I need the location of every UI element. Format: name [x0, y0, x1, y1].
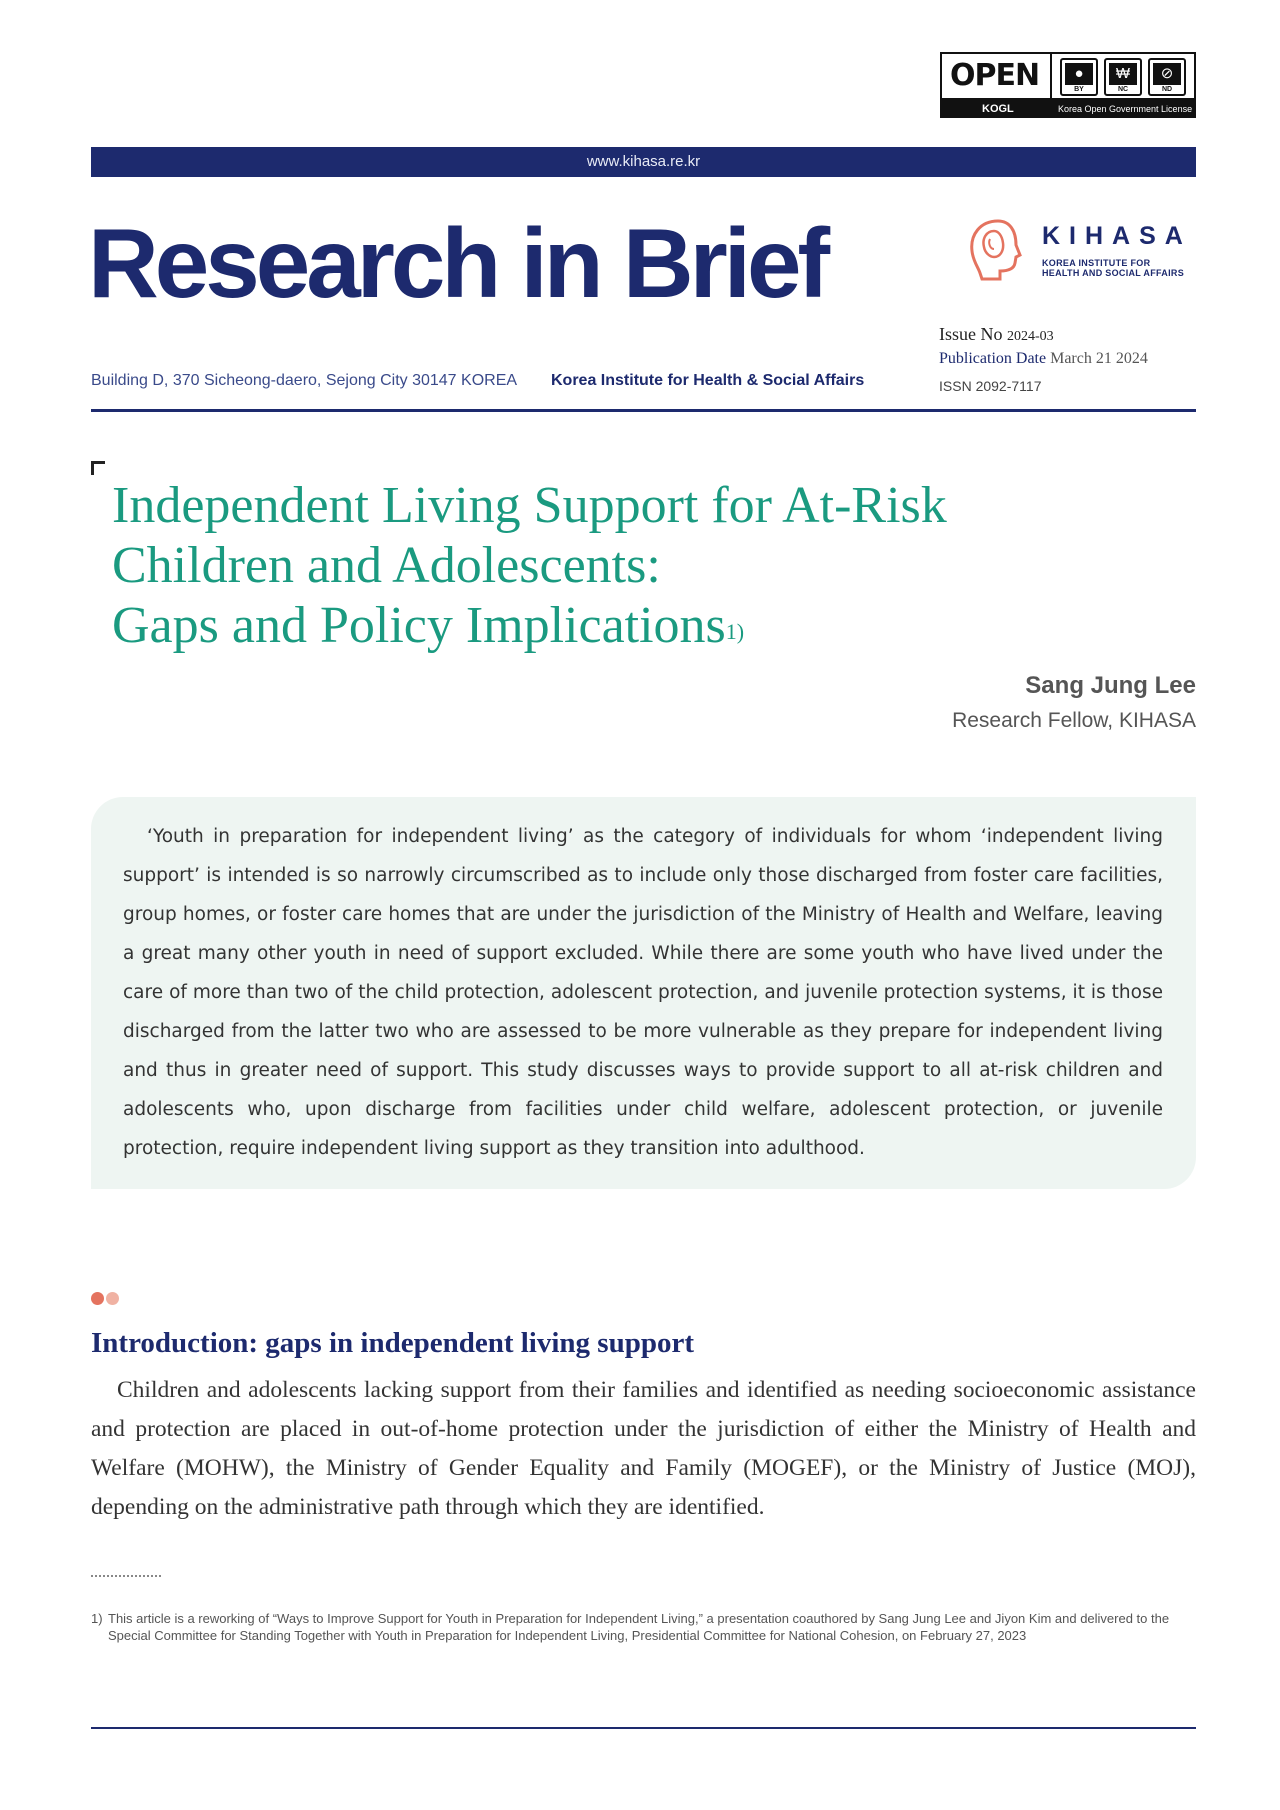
- section-dot-light-icon: [106, 1292, 119, 1305]
- author-title: Research Fellow, KIHASA: [952, 709, 1196, 732]
- issue-number: [939, 324, 1054, 345]
- footnote-number: 1): [91, 1611, 103, 1626]
- masthead-title: Research in Brief: [88, 208, 827, 318]
- footnote-separator: [91, 1575, 161, 1577]
- kogl-label: KOGL: [982, 103, 1014, 115]
- title-line-1: Independent Living Support for At-Risk: [112, 477, 947, 534]
- section-dot-icon: [91, 1292, 104, 1305]
- nd-icon: ⊘ ND: [1148, 58, 1186, 96]
- section-body: Children and adolescents lacking support from their families and identified as needing socioeconomic assistance and protection are placed in out-of-home protection under the jurisdiction of either the Ministry of Health and Welfare (MOHW), the Ministry of Gender Equality and Family (MOGEF), or the Ministry of Justice (MOJ), depending on the administrative path through which they are identified.: [91, 1377, 1196, 1520]
- address: Building D, 370 Sicheong-daero, Sejong City 30147 KOREA: [91, 372, 518, 389]
- nc-icon: ₩ NC: [1104, 58, 1142, 96]
- section-heading: Introduction: gaps in independent living support: [91, 1327, 694, 1359]
- pubdate-value: March 21 2024: [1050, 350, 1148, 367]
- issue-value: 2024-03: [1007, 329, 1054, 344]
- kogl-full-label: Korea Open Government License: [1058, 104, 1193, 114]
- header-rule: [91, 409, 1196, 412]
- institute-name: Korea Institute for Health & Social Affairs: [551, 372, 865, 389]
- nd-label: ND: [1161, 86, 1173, 93]
- nc-label: NC: [1117, 86, 1129, 93]
- kihasa-wordmark: KIHASA: [1042, 222, 1192, 250]
- title-line-2: Children and Adolescents:: [112, 537, 661, 594]
- website-link[interactable]: www.kihasa.re.kr: [586, 153, 701, 170]
- publication-date: [939, 350, 1148, 368]
- issn: ISSN 2092-7117: [939, 378, 1042, 394]
- kihasa-subtitle-line2: HEALTH AND SOCIAL AFFAIRS: [1042, 268, 1184, 278]
- kihasa-subtitle-line1: KOREA INSTITUTE FOR: [1042, 258, 1151, 268]
- summary-text: ‘Youth in preparation for independent living’ as the category of individuals for whom ‘independent living support’ is intended is so narrowly circumscribed as to include only those discharged from foster care facilities, group homes, or foster care homes that are under the jurisdiction of the Ministry of Health and Welfare, leaving a great many other youth in need of support excluded. While there are some youth who have lived under the care of more than two of the child protection, adolescent protection, and juvenile protection systems, it is those discharged from the latter two who are assessed to be more vulnerable as they prepare for independent living and thus in greater need of support. This study discusses ways to provide support to all at-risk children and adolescents who, upon discharge from facilities under child welfare, adolescent protection, or juvenile protection, require independent living support as they transition into adulthood.: [123, 826, 1163, 1159]
- by-icon: ● BY: [1060, 58, 1098, 96]
- kogl-license-badge: [940, 52, 1196, 118]
- open-label: OPEN: [950, 58, 1040, 93]
- issue-label: Issue No: [939, 324, 1003, 344]
- footnote: [91, 1610, 1196, 1644]
- by-label: BY: [1074, 86, 1084, 93]
- title-footnote-marker[interactable]: 1): [725, 619, 745, 644]
- open-mark: [942, 54, 1052, 100]
- kogl-strip: [942, 98, 1194, 116]
- title-line-3-text: Gaps and Policy Implications: [112, 597, 726, 654]
- kihasa-logo-icon: [960, 215, 1030, 285]
- article-title: [112, 476, 1072, 656]
- title-line-3: [112, 596, 1072, 656]
- pubdate-label: Publication Date: [939, 350, 1047, 367]
- footer-rule: [91, 1727, 1196, 1729]
- author-name: Sang Jung Lee: [1025, 672, 1196, 699]
- corner-bracket-icon: [91, 461, 105, 475]
- footnote-text: This article is a reworking of “Ways to Improve Support for Youth in Preparation for Independent Living,” a presentation coauthored by Sang Jung Lee and Jiyon Kim and delivered to the Special Committee for Standing Together with Youth in Preparation for Independent Living, Presidential Committee for National Cohesion, on February 27, 2023: [108, 1611, 1170, 1643]
